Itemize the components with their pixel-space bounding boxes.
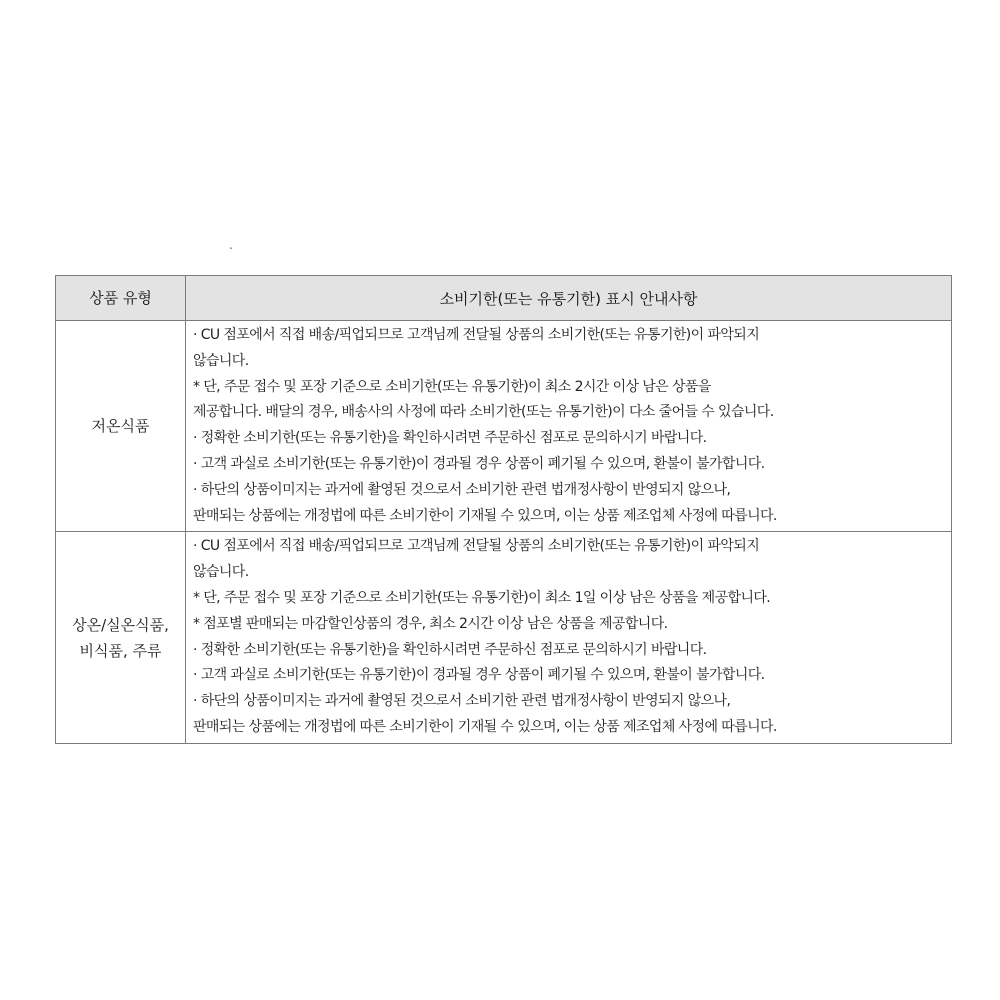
notice-line: · 하단의 상품이미지는 과거에 촬영된 것으로서 소비기한 관련 법개정사항이 반영되지 않으나, (193, 481, 731, 498)
product-type-cell (56, 532, 186, 743)
notice-line: · 정확한 소비기한(또는 유통기한)을 확인하시려면 주문하신 점포로 문의하시기 바랍니다. (193, 641, 707, 658)
notice-cell (186, 532, 952, 743)
notice-line: · 하단의 상품이미지는 과거에 촬영된 것으로서 소비기한 관련 법개정사항이 반영되지 않으나, (193, 693, 731, 710)
product-type-label: 비식품, 주류 (79, 641, 162, 660)
header-notice: 소비기한(또는 유통기한) 표시 안내사항 (186, 276, 952, 321)
table-row (56, 532, 952, 743)
product-type-label: 상온/실온식품, (72, 615, 169, 634)
notice-line: · 고객 과실로 소비기한(또는 유통기한)이 경과될 경우 상품이 폐기될 수 있으며, 환불이 불가합니다. (193, 667, 765, 684)
notice-line: * 단, 주문 접수 및 포장 기준으로 소비기한(또는 유통기한)이 최소 1일 이상 남은 상품을 제공합니다. (193, 589, 771, 606)
notice-line: 제공합니다. 배달의 경우, 배송사의 사정에 따라 소비기한(또는 유통기한)이 다소 줄어들 수 있습니다. (193, 404, 774, 421)
notice-line: 않습니다. (193, 564, 249, 581)
header-product-type: 상품 유형 (56, 276, 186, 321)
notice-line: * 단, 주문 접수 및 포장 기준으로 소비기한(또는 유통기한)이 최소 2시간 이상 남은 상품을 (193, 378, 711, 395)
notice-line: · CU 점포에서 직접 배송/픽업되므로 고객님께 전달될 상품의 소비기한(또는 유통기한)이 파악되지 (193, 538, 760, 555)
notice-line: 않습니다. (193, 352, 249, 369)
expiry-notice-table (55, 275, 952, 744)
stray-mark: . (229, 238, 233, 252)
table-header-row (56, 276, 952, 321)
notice-line: 판매되는 상품에는 개정법에 따른 소비기한이 기재될 수 있으며, 이는 상품 제조업체 사정에 따릅니다. (193, 507, 777, 524)
notice-line: * 점포별 판매되는 마감할인상품의 경우, 최소 2시간 이상 남은 상품을 제공합니다. (193, 615, 668, 632)
notice-line: · CU 점포에서 직접 배송/픽업되므로 고객님께 전달될 상품의 소비기한(또는 유통기한)이 파악되지 (193, 327, 760, 343)
notice-line: · 정확한 소비기한(또는 유통기한)을 확인하시려면 주문하신 점포로 문의하시기 바랍니다. (193, 430, 707, 447)
table-row (56, 321, 952, 532)
product-type-label: 저온식품 (91, 417, 150, 436)
notice-cell (186, 321, 952, 532)
product-type-cell (56, 321, 186, 532)
notice-line: · 고객 과실로 소비기한(또는 유통기한)이 경과될 경우 상품이 폐기될 수 있으며, 환불이 불가합니다. (193, 455, 765, 472)
notice-line: 판매되는 상품에는 개정법에 따른 소비기한이 기재될 수 있으며, 이는 상품 제조업체 사정에 따릅니다. (193, 718, 777, 735)
